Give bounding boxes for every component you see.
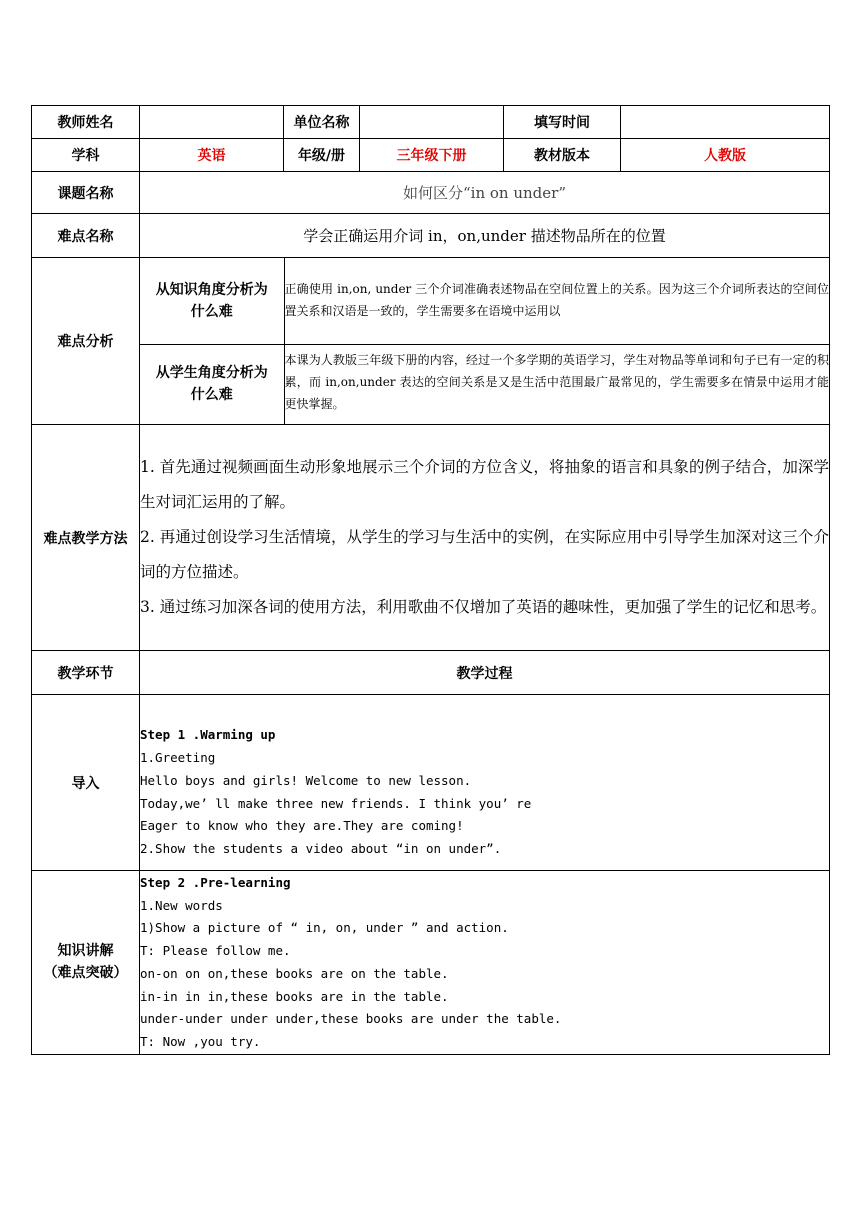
fill-date-label: 填写时间 [504, 106, 621, 139]
difficulty-value: 学会正确运用介词 in，on,under 描述物品所在的位置 [140, 214, 830, 258]
knowledge-analysis-row [140, 258, 829, 344]
knowledge-step-title: Step 2 .Pre-learning [140, 875, 291, 890]
intro-line: 1.Greeting [140, 750, 216, 766]
intro-line: 2.Show the students a video about “in on under”. [140, 840, 502, 856]
knowledge-line: T: Please follow me. [140, 943, 291, 959]
stage-header-label: 教学环节 [32, 651, 140, 695]
difficulty-row [32, 214, 830, 258]
intro-label: 导入 [32, 695, 140, 871]
student-angle-text: 本课为人教版三年级下册的内容，经过一个多学期的英语学习，学生对物品等单词和句子已有一定的积累，而 in,on,under 表达的空间关系是又是生活中范围最广最常见的，学生需要多在情景中运用才能更快掌握。 [284, 344, 829, 424]
intro-line: Eager to know who they are.They are coming! [140, 818, 464, 834]
knowledge-angle-label: 从知识角度分析为什么难 [140, 258, 284, 344]
fill-date-value [621, 106, 830, 139]
knowledge-label [32, 871, 140, 1055]
topic-label: 课题名称 [32, 172, 140, 214]
intro-step-title: Step 1 .Warming up [140, 727, 276, 743]
topic-row [32, 172, 830, 214]
analysis-inner-table [140, 258, 829, 424]
teacher-name-value [140, 106, 284, 139]
analysis-row [32, 258, 830, 425]
method-row [32, 425, 830, 651]
process-header-row [32, 651, 830, 695]
student-analysis-row [140, 344, 829, 424]
unit-name-value [360, 106, 504, 139]
knowledge-line: 1)Show a picture of “ in, on, under ” and action. [140, 920, 509, 936]
unit-name-label: 单位名称 [284, 106, 360, 139]
knowledge-line: in-in in in,these books are in the table. [140, 988, 449, 1004]
lesson-plan-table [31, 105, 830, 1055]
info-row-2 [32, 139, 830, 172]
method-item: 2. 再通过创设学习生活情境，从学生的学习与生活中的实例，在实际应用中引导学生加深对这三个介词的方位描述。 [140, 528, 829, 581]
knowledge-label-line2: （难点突破） [43, 965, 128, 982]
info-row-1 [32, 106, 830, 139]
method-item: 1. 首先通过视频画面生动形象地展示三个介词的方位含义，将抽象的语言和具象的例子结合，加深学生对词汇运用的了解。 [140, 458, 829, 511]
knowledge-content [140, 871, 830, 1055]
edition-label: 教材版本 [504, 139, 621, 172]
grade-value: 三年级下册 [360, 139, 504, 172]
knowledge-line: 1.New words [140, 897, 223, 913]
grade-label: 年级/册 [284, 139, 360, 172]
intro-line: Today,we’ ll make three new friends. I think you’ re [140, 795, 532, 811]
subject-value: 英语 [140, 139, 284, 172]
method-item: 3. 通过练习加深各词的使用方法，利用歌曲不仅增加了英语的趣味性，更加强了学生的记忆和思考。 [140, 598, 827, 616]
knowledge-line: under-under under under,these books are under the table. [140, 1011, 562, 1027]
process-header-label: 教学过程 [140, 651, 830, 695]
difficulty-label: 难点名称 [32, 214, 140, 258]
topic-value: 如何区分“in on under” [140, 172, 830, 214]
method-content [140, 425, 830, 651]
knowledge-angle-text: 正确使用 in,on, under 三个介词准确表述物品在空间位置上的关系。因为这三个介词所表达的空间位置关系和汉语是一致的，学生需要多在语境中运用以 [284, 258, 829, 344]
knowledge-label-line1: 知识讲解 [57, 943, 114, 960]
knowledge-line: T: Now ,you try. [140, 1033, 261, 1049]
analysis-label: 难点分析 [32, 258, 140, 425]
intro-line: Hello boys and girls! Welcome to new lesson. [140, 772, 472, 788]
subject-label: 学科 [32, 139, 140, 172]
knowledge-line: on-on on on,these books are on the table. [140, 965, 449, 981]
intro-content [140, 695, 830, 871]
student-angle-label: 从学生角度分析为什么难 [140, 344, 284, 424]
intro-row [32, 695, 830, 871]
method-label: 难点教学方法 [32, 425, 140, 651]
edition-value: 人教版 [621, 139, 830, 172]
knowledge-row [32, 871, 830, 1055]
teacher-name-label: 教师姓名 [32, 106, 140, 139]
analysis-inner-cell [140, 258, 830, 425]
